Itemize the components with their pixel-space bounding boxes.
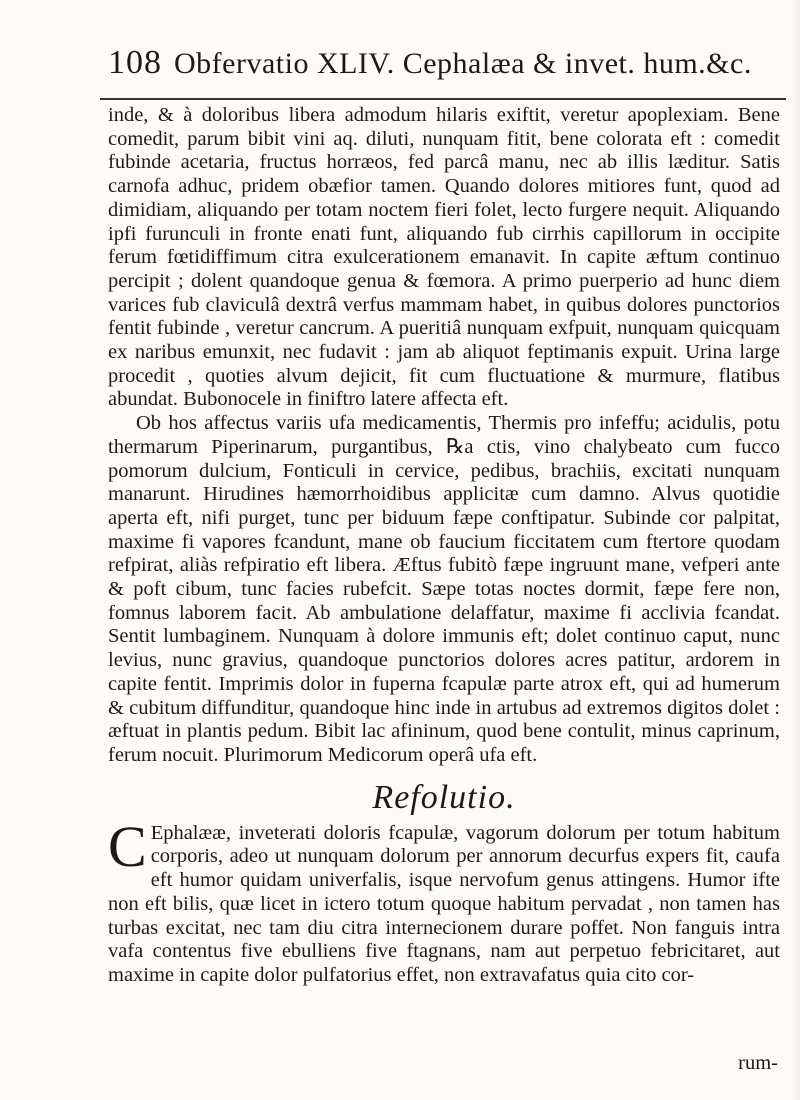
drop-cap-letter: C [108,813,147,879]
running-head: Obfervatio XLIV. Cephalæa & invet. hum.&c. [174,47,752,80]
paragraph-resolutio [108,813,780,988]
page-number: 108 [108,44,162,81]
paragraph-treatments: Ob hos affectus variis ufa medicamentis, Thermis pro infeffu; acidulis, potu thermarum Piperinarum, purgantibus, ℞a ctis, vino chalybeato cum fucco pomorum dulcium, Fonticuli in cervice, pedibus, brachiis, excitati nunquam manarunt. Hirudines hæmorrhoidibus applicitæ cum damno. Alvus quotidie aperta eft, nifi purget, tunc per biduum fæpe conftipatur. Subinde cor palpitat, maxime fi vapores fcandunt, mane ob faucium ficcitatem cum ftertore quodam refpirat, aliàs refpiratio eft libera. Æftus fubitò fæpe ingruunt mane, vefperi ante & poft cibum, tunc facies rubefcit. Sæpe totas noctes dormit, fæpe fere non, fomnus laborem facit. Ab ambulatione delaffatur, maxime fi acclivia fcandat. Sentit lumbaginem. Nunquam à dolore immunis eft; dolet continuo caput, nunc levius, nunc gravius, quandoque punctorios dolores acres patitur, ardorem in capite fentit. Imprimis dolor in fuperna fcapulæ parte atrox eft, qui ad humerum & cubitum diffunditur, quandoque hinc inde in artubus ad extremos digitos dolet : æftuat in plantis pedum. Bibit lac afininum, quod bene contulit, minus caprinum, ferum nocuit. Plurimorum Medicorum operâ ufa eft. [108,412,780,766]
body-text [108,104,780,988]
page-edge-shadow [792,0,800,1100]
header-rule [100,98,786,100]
catchword: rum- [738,1052,778,1074]
section-heading-resolutio: Refolutio. [372,778,516,816]
resolutio-text: Ephalææ, inveterati doloris fcapulæ, vagorum dolorum per totum habitum corporis, adeo ut nunquam dolorum per annorum decurfus expers fit, caufa eft humor quidam univerfalis, isque nervofum genus attingens. Humor ifte non eft bilis, quæ licet in ictero totum quoque habitum pervadat , non tamen has turbas excitat, nec tam diu citra internecionem durare poffet. Non fanguis intra vafa contentus five ebulliens five ftagnans, nam aut perpetuo febricitaret, aut maxime in capite dolor pulfatorius effet, non extravafatus quia cito cor- [108,821,780,986]
paragraph-case-history: inde, & à doloribus libera admodum hilaris exiftit, veretur apoplexiam. Bene comedit, parum bibit vini aq. diluti, nunquam fitit, bene colorata eft : comedit fubinde acetaria, fructus horræos, fed parcâ manu, nec ab illis læditur. Satis carnofa adhuc, pridem obæfior tamen. Quando dolores mitiores funt, quod ad dimidiam, aliquando per totam noctem fieri folet, lecto furgere nequit. Aliquando ipfi furunculi in fronte enati funt, aliquando fub cirrhis capillorum in occipite ferum fœtidiffimum citra exulcerationem emanavit. In capite æftum continuo percipit ; dolent quandoque genua & fœmora. A primo puerperio ad hunc diem varices fub claviculâ dextrâ verfus mammam habet, in quibus dolores punctorios fentit fubinde , veretur cancrum. A pueritiâ nunquam exfpuit, nunquam quicquam ex naribus emunxit, nec fudavit : jam ab aliquot feptimanis expuit. Urina large procedit , quoties alvum dejicit, fit cum fluctuatione & murmure, flatibus abundat. Bubonocele in finiftro latere affecta eft. [108,104,780,411]
page-header [108,44,788,100]
